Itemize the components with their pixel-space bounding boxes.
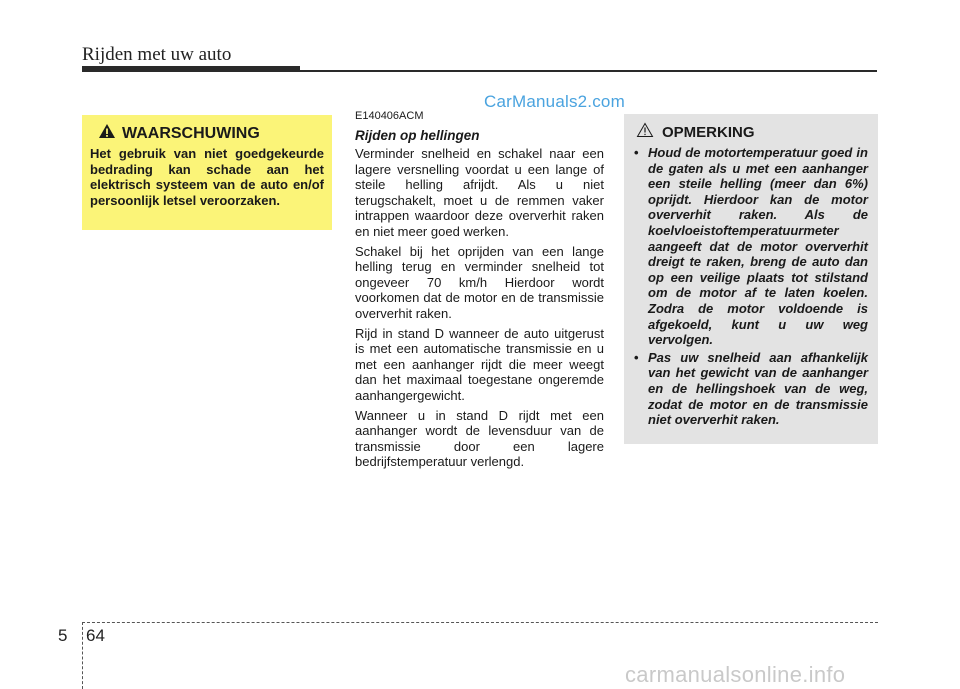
paragraph: Wanneer u in stand D rijdt met een aanhanger wordt de levensduur van de transmissie door een lagere bedrijfstemperatuur verlengd. <box>355 407 604 470</box>
note-item-text: Houd de motortemperatuur goed in de gaten als u met een aanhanger een steile helling (meer dan 6%) oprijdt. Hierdoor kan de motor oververhit raken. Als de koelvloeistoftemperatuurmeter aangeeft dat de motor oververhit dreigt te raken, breng de auto dan op een veilige plaats tot stilstand om de motor af te laten koelen. Zodra de motor voldoende is afgekoeld, kunt u uw weg vervolgen. <box>648 145 868 348</box>
header-rule-thick <box>82 66 300 72</box>
warning-title: WAARSCHUWING <box>122 124 260 142</box>
chapter-number: 5 <box>58 626 68 645</box>
footer-vertical-rule <box>82 622 83 689</box>
paragraph: Schakel bij het oprijden van een lange helling terug en verminder snelheid tot ongeveer 70 km/h Hierdoor wordt voorkomen dat de motor en de transmissie oververhit raken. <box>355 243 604 321</box>
bullet-icon: • <box>634 349 639 365</box>
footer-rule <box>82 622 878 623</box>
note-title: OPMERKING <box>662 124 755 141</box>
header-rule-thin <box>300 70 877 72</box>
warning-triangle-icon <box>98 123 116 144</box>
note-item-text: Pas uw snelheid aan afhankelijk van het gewicht van de aanhanger en de hellingshoek van de weg, zodat de motor en de transmissie niet oververhit raken. <box>648 349 868 428</box>
main-column <box>355 110 604 474</box>
warning-header <box>98 123 324 144</box>
page-number: 64 <box>86 626 105 645</box>
page-header-title: Rijden met uw auto <box>82 44 232 65</box>
watermark-carmanuals2[interactable]: CarManuals2.com <box>484 92 625 111</box>
section-subheading: Rijden op hellingen <box>355 128 480 143</box>
note-item <box>632 350 868 428</box>
bullet-icon: • <box>634 145 639 160</box>
note-list <box>632 145 868 428</box>
section-code: E140406ACM <box>355 110 424 122</box>
watermark-carmanualsonline[interactable]: carmanualsonline.info <box>625 662 846 687</box>
warning-text: Het gebruik van niet goedgekeurde bedrading kan schade aan het elektrisch systeem van de auto en/of persoonlijk letsel veroorzaken. <box>90 146 324 208</box>
note-header <box>636 122 868 143</box>
caution-triangle-outline-icon <box>636 122 654 143</box>
note-item <box>632 145 868 348</box>
paragraph: Rijd in stand D wanneer de auto uitgerust is met een automatische transmissie en u met een aanhanger rijdt die meer weegt dan het maximaal toegestane ongeremde aanhangergewicht. <box>355 325 604 403</box>
paragraph: Verminder snelheid en schakel naar een lagere versnelling voordat u een lange of steile helling afrijdt. Als u niet terugschakelt, moet u de remmen vaker intrappen waardoor deze oververhit raken en niet meer goed werken. <box>355 146 604 239</box>
note-box <box>624 114 878 444</box>
warning-box <box>82 115 332 230</box>
